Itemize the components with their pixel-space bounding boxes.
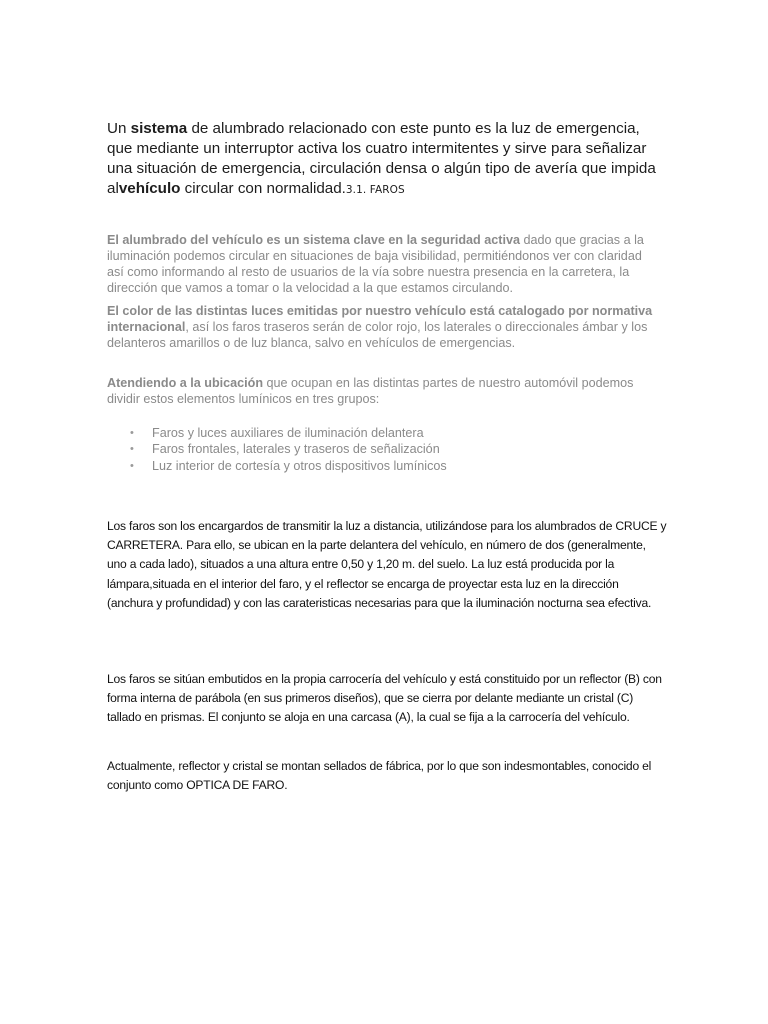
bullet-dot-icon: • <box>130 427 134 439</box>
list-item <box>130 425 447 441</box>
gray-paragraph-1 <box>107 232 662 296</box>
gray-p3-text: que ocupan en las distintas partes de nuestro automóvil podemos dividir estos elementos lumínicos en tres grupos: <box>107 376 634 406</box>
intro-paragraph <box>107 119 667 200</box>
body-paragraph-3: Actualmente, reflector y cristal se montan sellados de fábrica, por lo que son indesmontables, conocido el conjunto como OPTICA DE FARO. <box>107 759 652 793</box>
section-heading-faros: 3.1. FAROS <box>345 184 405 196</box>
bullet-dot-icon: • <box>130 459 134 472</box>
body-paragraph-1: Los faros son los encargardos de transmitir la luz a distancia, utilizándose para los alumbrados de CRUCE y CARRETERA. Para ello, se ubican en la parte delantera del vehículo, en número de dos (generalmente, uno a cada lado), situados a una altura entre 0,50 y 1,20 m. del suelo. La luz está producida por la lámpara,situada en el interior del faro, y el reflector se encarga de proyectar esta luz en la dirección (anchura y profundidad) y con las carateristicas necesarias para que la iluminación nocturna sea efectiva. <box>107 519 667 610</box>
gray-p1-text: dado que gracias a la iluminación podemos circular en situaciones de baja visibilidad, permitiéndonos ver con claridad así como informando al resto de usuarios de la vía sobre nuestra presencia en la carretera, la dirección que vamos a tomar o la velocidad a la que estamos circulando. <box>107 233 644 295</box>
bullet-dot-icon: • <box>130 443 134 456</box>
bullet-list <box>130 425 447 474</box>
list-item-text: Luz interior de cortesía y otros dispositivos lumínicos <box>152 458 447 473</box>
list-item <box>130 441 447 457</box>
list-item-text: Faros y luces auxiliares de iluminación delantera <box>152 426 424 440</box>
list-item-text: Faros frontales, laterales y traseros de señalización <box>152 442 440 457</box>
gray-p2-text: , así los faros traseros serán de color rojo, los laterales o direccionales ámbar y los delanteros amarillos o de luz blanca, salvo en vehículos de emergencias. <box>107 320 648 350</box>
gray-p1-bold: El alumbrado del vehículo es un sistema clave en la seguridad activa <box>107 233 520 247</box>
intro-bold-sistema: sistema <box>130 120 188 137</box>
intro-text-2: de alumbrado relacionado con este punto es la luz de emergencia, que mediante un interruptor activa los cuatro intermitentes y sirve para señalizar una situación de emergencia, circulación densa o algún tipo de avería que impida al <box>107 120 656 197</box>
intro-bold-vehiculo: vehículo <box>118 180 181 197</box>
gray-paragraph-2 <box>107 303 662 351</box>
gray-paragraph-3 <box>107 375 662 407</box>
body-paragraph-2: Los faros se sitúan embutidos en la propia carrocería del vehículo y está constituido por un reflector (B) con forma interna de parábola (en sus primeros diseños), que se cierra por delante mediante un cristal (C) tallado en prismas. El conjunto se aloja en una carcasa (A), la cual se fija a la carrocería del vehículo. <box>107 672 662 725</box>
gray-p2-bold: El color de las distintas luces emitidas por nuestro vehículo está catalogado por normativa internacional <box>107 304 653 334</box>
list-item <box>130 458 447 474</box>
gray-p3-bold: Atendiendo a la ubicación <box>107 376 264 390</box>
intro-text-3: circular con normalidad. <box>180 180 346 197</box>
intro-text-1: Un <box>107 120 131 137</box>
